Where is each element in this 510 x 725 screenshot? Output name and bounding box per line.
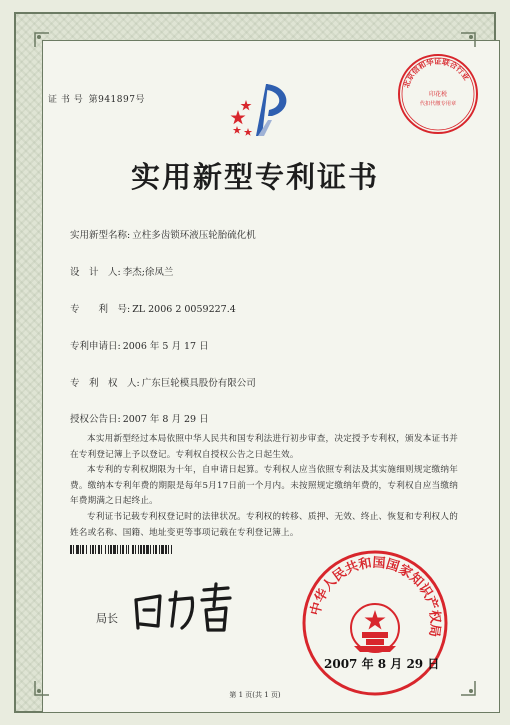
svg-text:中华人民共和国国家知识产权局 <box>307 555 443 638</box>
patent-office-seal <box>300 548 450 698</box>
certificate-body <box>70 432 458 541</box>
certificate-number <box>48 92 145 105</box>
national-emblem-icon <box>351 604 399 652</box>
tax-seal-ring-text: 北京信和华证联合行业 <box>401 56 472 89</box>
barcode-bar <box>172 545 173 554</box>
field-label: 实用新型名称: <box>70 230 131 241</box>
body-paragraph: 本实用新型经过本局依照中华人民共和国专利法进行初步审查，决定授予专利权，颁发本证书并在专利登记簿上予以登记。专利权自授权公告之日起生效。 <box>70 434 458 460</box>
field-value: 立柱多齿锁环液压轮胎硫化机 <box>132 230 256 241</box>
certificate-number-label: 证 书 号 <box>48 95 84 105</box>
field-value: ZL 2006 2 0059227.4 <box>132 304 236 315</box>
seal-ring-text: 中华人民共和国国家知识产权局 <box>308 555 443 638</box>
director-label: 局长 <box>96 612 118 625</box>
field-value: 广东巨轮模具股份有限公司 <box>141 378 256 389</box>
page-number: 第 1 页(共 1 页) <box>229 691 281 699</box>
field-grant-date <box>70 411 209 425</box>
field-label: 专 利 号: <box>70 304 131 315</box>
issue-date: 2007 年 8 月 29 日 <box>324 657 440 671</box>
certificate-number-value: 第941897号 <box>88 95 145 105</box>
barcode <box>70 545 298 554</box>
field-designer <box>70 264 173 278</box>
corner-ornament-icon <box>34 32 50 48</box>
patent-office-logo-icon <box>228 80 298 140</box>
tax-seal-stamp <box>396 52 480 136</box>
body-paragraph: 专利证书记载专利权登记时的法律状况。专利权的转移、质押、无效、终止、恢复和专利权人的姓名或名称、国籍、地址变更等事项记载在专利登记簿上。 <box>70 511 458 538</box>
body-paragraph: 本专利的专利权期限为十年，自申请日起算。专利权人应当依照专利法及其实施细则规定缴纳年费。缴纳本专利年费的期限是每年5月17日前一个月内。未按照规定缴纳年费的，专利权自应当缴纳年费期满之日起终止。 <box>70 465 458 507</box>
field-value: 2006 年 5 月 17 日 <box>122 341 209 352</box>
tax-seal-center-line: 印花税 <box>428 91 448 98</box>
field-value: 李杰;徐凤兰 <box>122 267 174 278</box>
field-application-date <box>70 338 209 352</box>
field-label: 专利申请日: <box>70 341 121 352</box>
field-value: 2007 年 8 月 29 日 <box>122 414 209 425</box>
corner-ornament-icon <box>460 32 476 48</box>
field-label: 专 利 权 人: <box>70 378 140 389</box>
field-patentee <box>70 375 256 389</box>
tax-seal-center-line: 代扣代缴专用章 <box>419 101 457 107</box>
page-title: 实用新型专利证书 <box>130 160 379 194</box>
field-patent-number <box>70 301 236 315</box>
director-signature-icon <box>130 580 240 640</box>
svg-text:北京信和华证联合行业 <box>401 56 473 89</box>
field-label: 设 计 人: <box>70 267 121 278</box>
field-utility-model-name <box>70 227 256 241</box>
field-label: 授权公告日: <box>70 414 121 425</box>
